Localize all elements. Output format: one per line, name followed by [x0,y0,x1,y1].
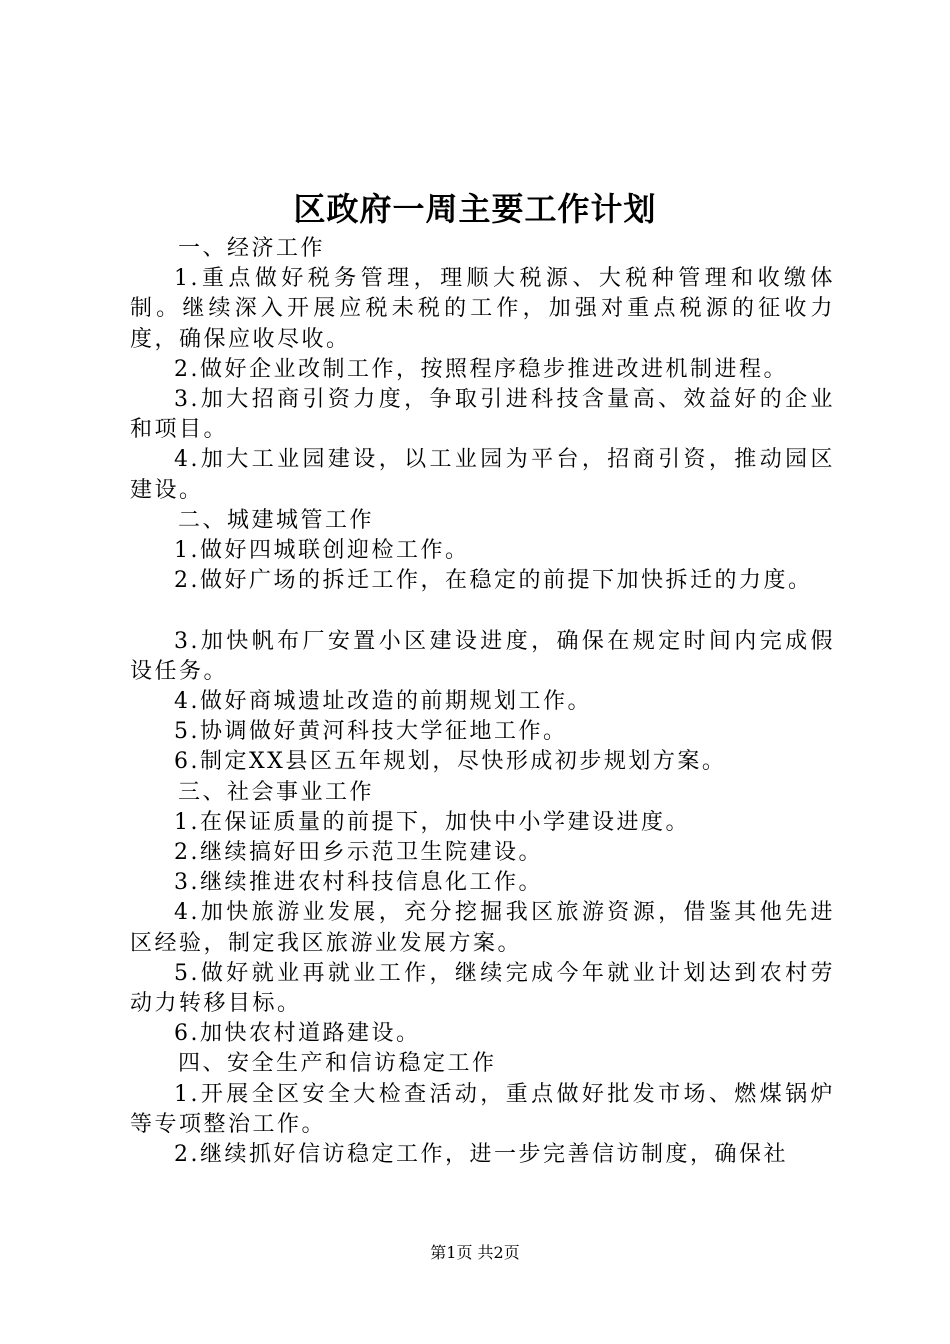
paragraph: 4.做好商城遗址改造的前期规划工作。 [174,689,592,715]
paragraph: 3.加快帆布厂安置小区建设进度，确保在规定时间内完成假设任务。 [130,628,835,684]
page-footer: 第1页 共2页 [430,1243,520,1262]
paragraph: 6.加快农村道路建设。 [174,1021,421,1047]
paragraph: 2.继续搞好田乡示范卫生院建设。 [174,840,543,866]
section-heading-safety: 四、安全生产和信访稳定工作 [178,1051,497,1077]
section-heading-urban: 二、城建城管工作 [178,507,375,533]
paragraph: 4.加快旅游业发展，充分挖掘我区旅游资源，借鉴其他先进区经验，制定我区旅游业发展方案。 [130,900,835,956]
blank-line [130,596,835,626]
paragraph: 2.做好企业改制工作，按照程序稳步推进改进机制进程。 [174,356,788,382]
paragraph: 3.继续推进农村科技信息化工作。 [174,870,543,896]
section-heading-social: 三、社会事业工作 [178,779,375,805]
paragraph: 5.做好就业再就业工作，继续完成今年就业计划达到农村劳动力转移目标。 [130,960,835,1017]
paragraph: 2.做好广场的拆迁工作，在稳定的前提下加快拆迁的力度。 [174,568,813,594]
paragraph: 3.加大招商引资力度，争取引进科技含量高、效益好的企业和项目。 [130,387,835,443]
document-body [130,234,835,1170]
paragraph: 4.加大工业园建设，以工业园为平台，招商引资，推动园区建设。 [130,447,835,503]
paragraph: 5.协调做好黄河科技大学征地工作。 [174,719,568,745]
paragraph: 1.做好四城联创迎检工作。 [174,538,470,564]
section-heading-economy: 一、经济工作 [178,236,326,261]
paragraph: 1.在保证质量的前提下，加快中小学建设进度。 [174,809,690,835]
paragraph: 1.开展全区安全大检查活动，重点做好批发市场、燃煤锅炉等专项整治工作。 [130,1081,835,1137]
paragraph: 1.重点做好税务管理，理顺大税源、大税种管理和收缴体制。继续深入开展应税未税的工作，加强对重点税源的征收力度，确保应收尽收。 [130,266,835,352]
document-title: 区政府一周主要工作计划 [293,190,657,228]
paragraph: 6.制定XX县区五年规划，尽快形成初步规划方案。 [174,749,727,775]
paragraph: 2.继续抓好信访稳定工作，进一步完善信访制度，确保社 [174,1142,788,1168]
